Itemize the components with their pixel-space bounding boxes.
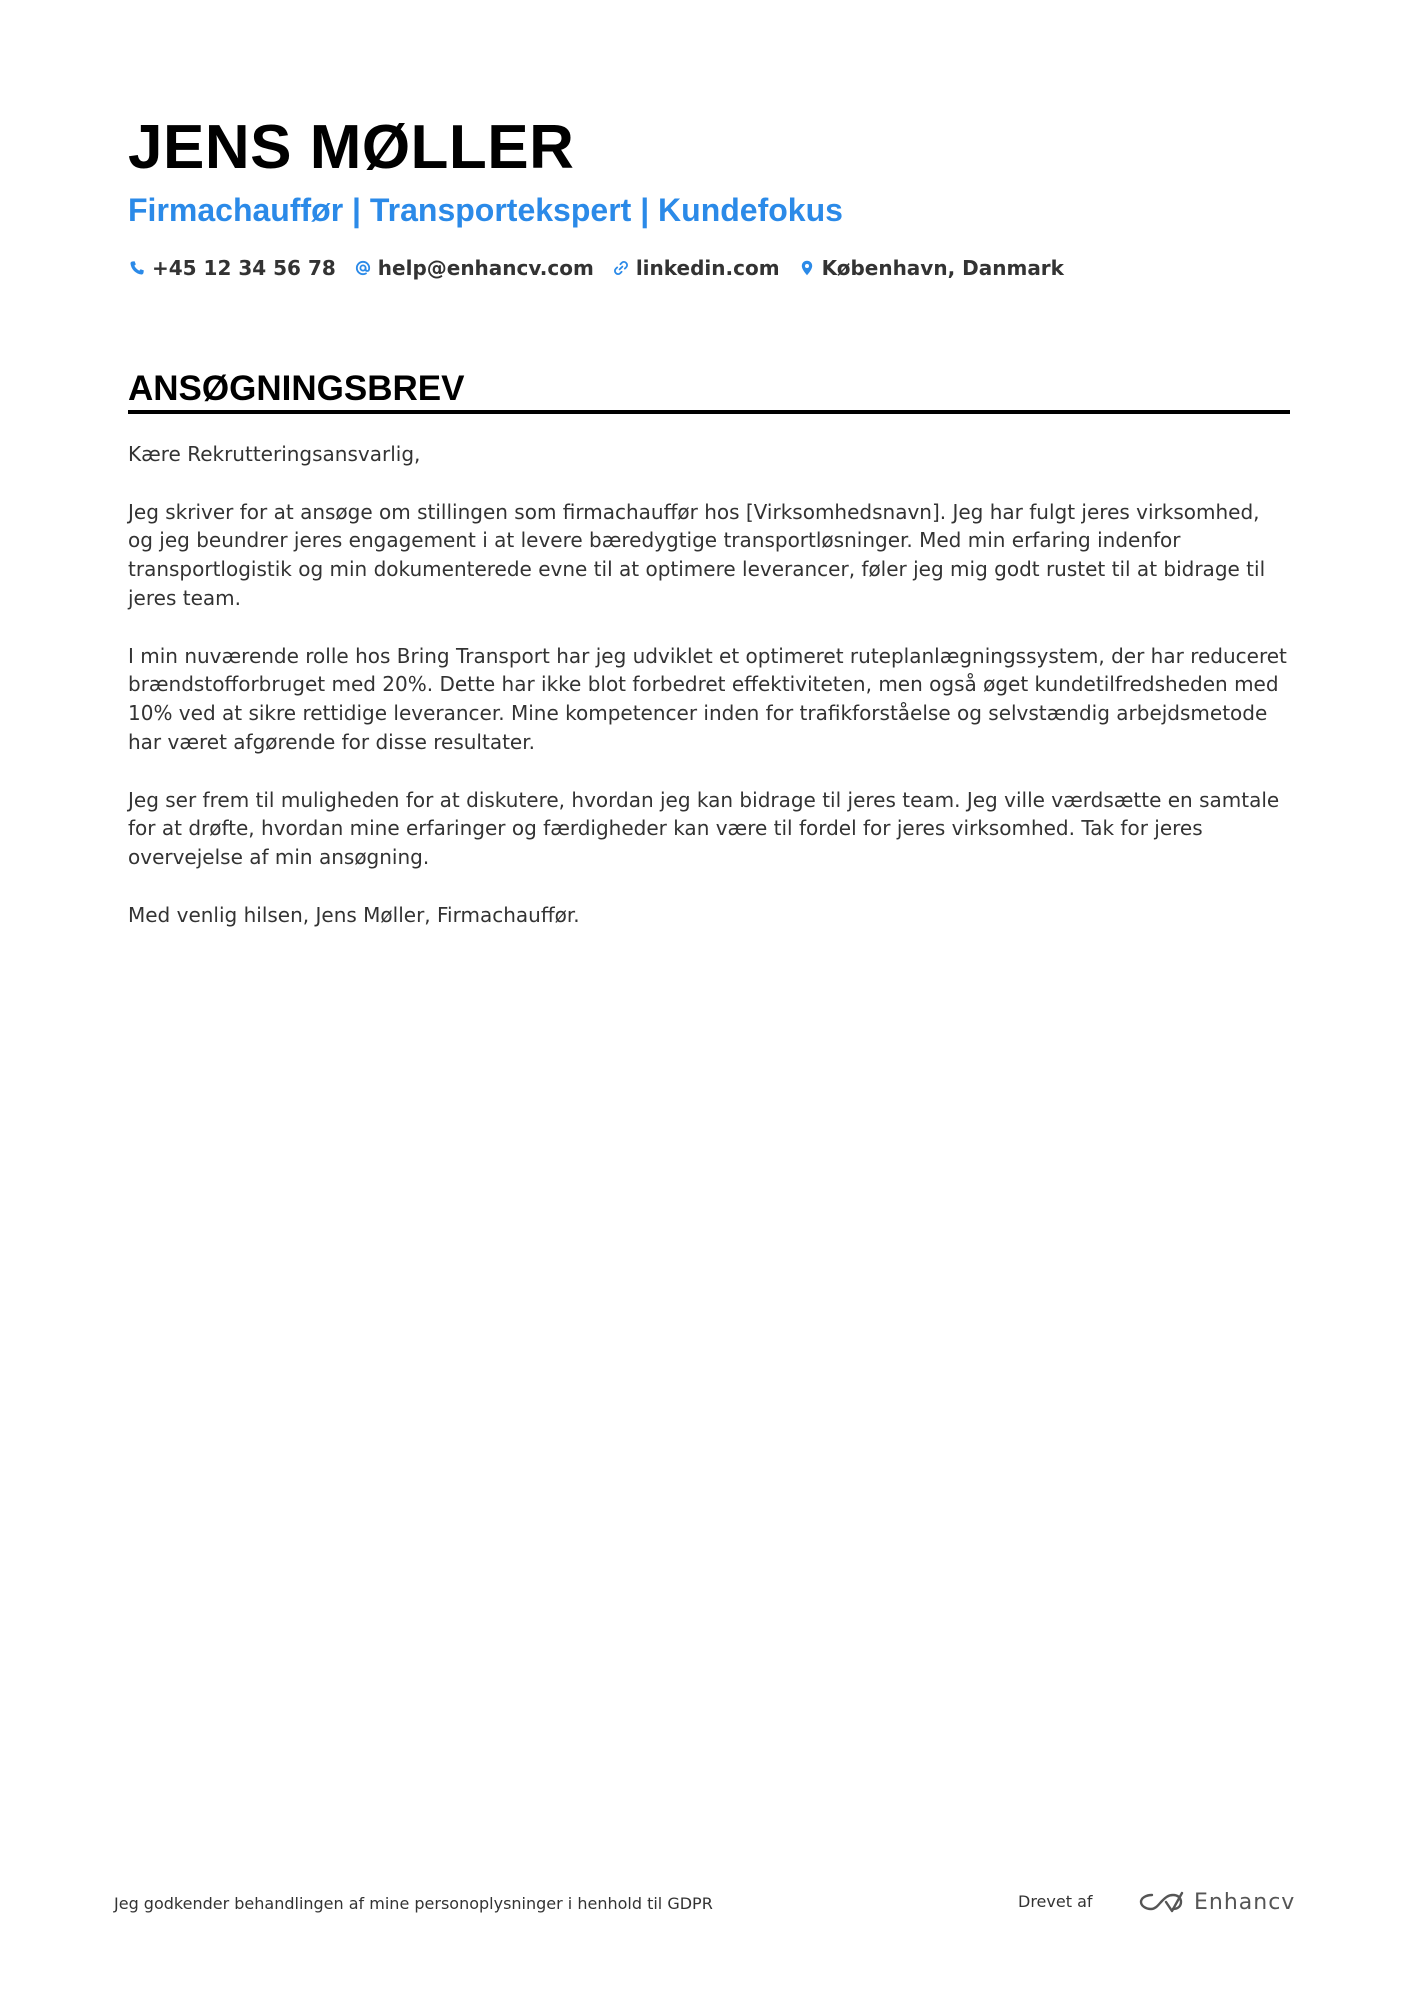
gdpr-consent-text: Jeg godkender behandlingen af mine personoplysninger i henhold til GDPR <box>114 1894 713 1913</box>
applicant-tagline: Firmachauffør | Transportekspert | Kundefokus <box>128 192 843 228</box>
contact-location-text: København, Danmark <box>821 256 1064 280</box>
letter-paragraph: I min nuværende rolle hos Bring Transport har jeg udviklet et optimeret ruteplanlægningssystem, der har reduceret brændstofforbruget med 20%. Dette har ikke blot forbedret effektiviteten, men også øget kundetilfredsheden med 10% ved at sikre rettidige leverancer. Mine kompetencer inden for trafikforståelse og selvstændig arbejdsmetode har været afgørende for disse resultater. <box>128 643 1287 754</box>
letter-paragraph: Jeg skriver for at ansøge om stillingen som firmachauffør hos [Virksomhedsnavn]. Jeg har fulgt jeres virksomhed, og jeg beundrer jeres engagement i at levere bæredygtige transportløsninger. Med min erfaring indenfor transportlogistik og min dokumenterede evne til at optimere leverancer, føler jeg mig godt rustet til at bidrage til jeres team. <box>128 499 1266 610</box>
contact-linkedin[interactable] <box>612 256 780 280</box>
enhancv-logo-icon <box>1138 1889 1184 1915</box>
contact-email-text: help@enhancv.com <box>377 256 594 280</box>
contact-row <box>128 254 1082 282</box>
link-icon <box>612 259 630 277</box>
contact-email[interactable] <box>354 256 594 280</box>
contact-linkedin-text: linkedin.com <box>635 256 780 280</box>
applicant-name: JENS MØLLER <box>128 113 575 182</box>
section-divider <box>128 410 1290 414</box>
contact-phone-text: +45 12 34 56 78 <box>152 256 336 280</box>
letter-greeting: Kære Rekrutteringsansvarlig, <box>128 442 421 466</box>
at-icon <box>354 259 372 277</box>
contact-location <box>798 256 1064 280</box>
enhancv-logo[interactable] <box>1138 1886 1295 1918</box>
letter-paragraph: Jeg ser frem til muligheden for at diskutere, hvordan jeg kan bidrage til jeres team. Jeg ville værdsætte en samtale for at drøfte, hvordan mine erfaringer og færdigheder kan være til fordel for jeres virksomhed. Tak for jeres overvejelse af min ansøgning. <box>128 787 1280 870</box>
letter-body <box>128 440 1290 958</box>
enhancv-logo-text: Enhancv <box>1194 1889 1296 1915</box>
section-title: ANSØGNINGSBREV <box>128 369 465 408</box>
powered-by-label: Drevet af <box>1018 1892 1093 1911</box>
location-pin-icon <box>798 259 816 277</box>
contact-phone <box>128 256 336 280</box>
letter-closing: Med venlig hilsen, Jens Møller, Firmachauffør. <box>128 902 580 927</box>
phone-icon <box>128 259 146 277</box>
